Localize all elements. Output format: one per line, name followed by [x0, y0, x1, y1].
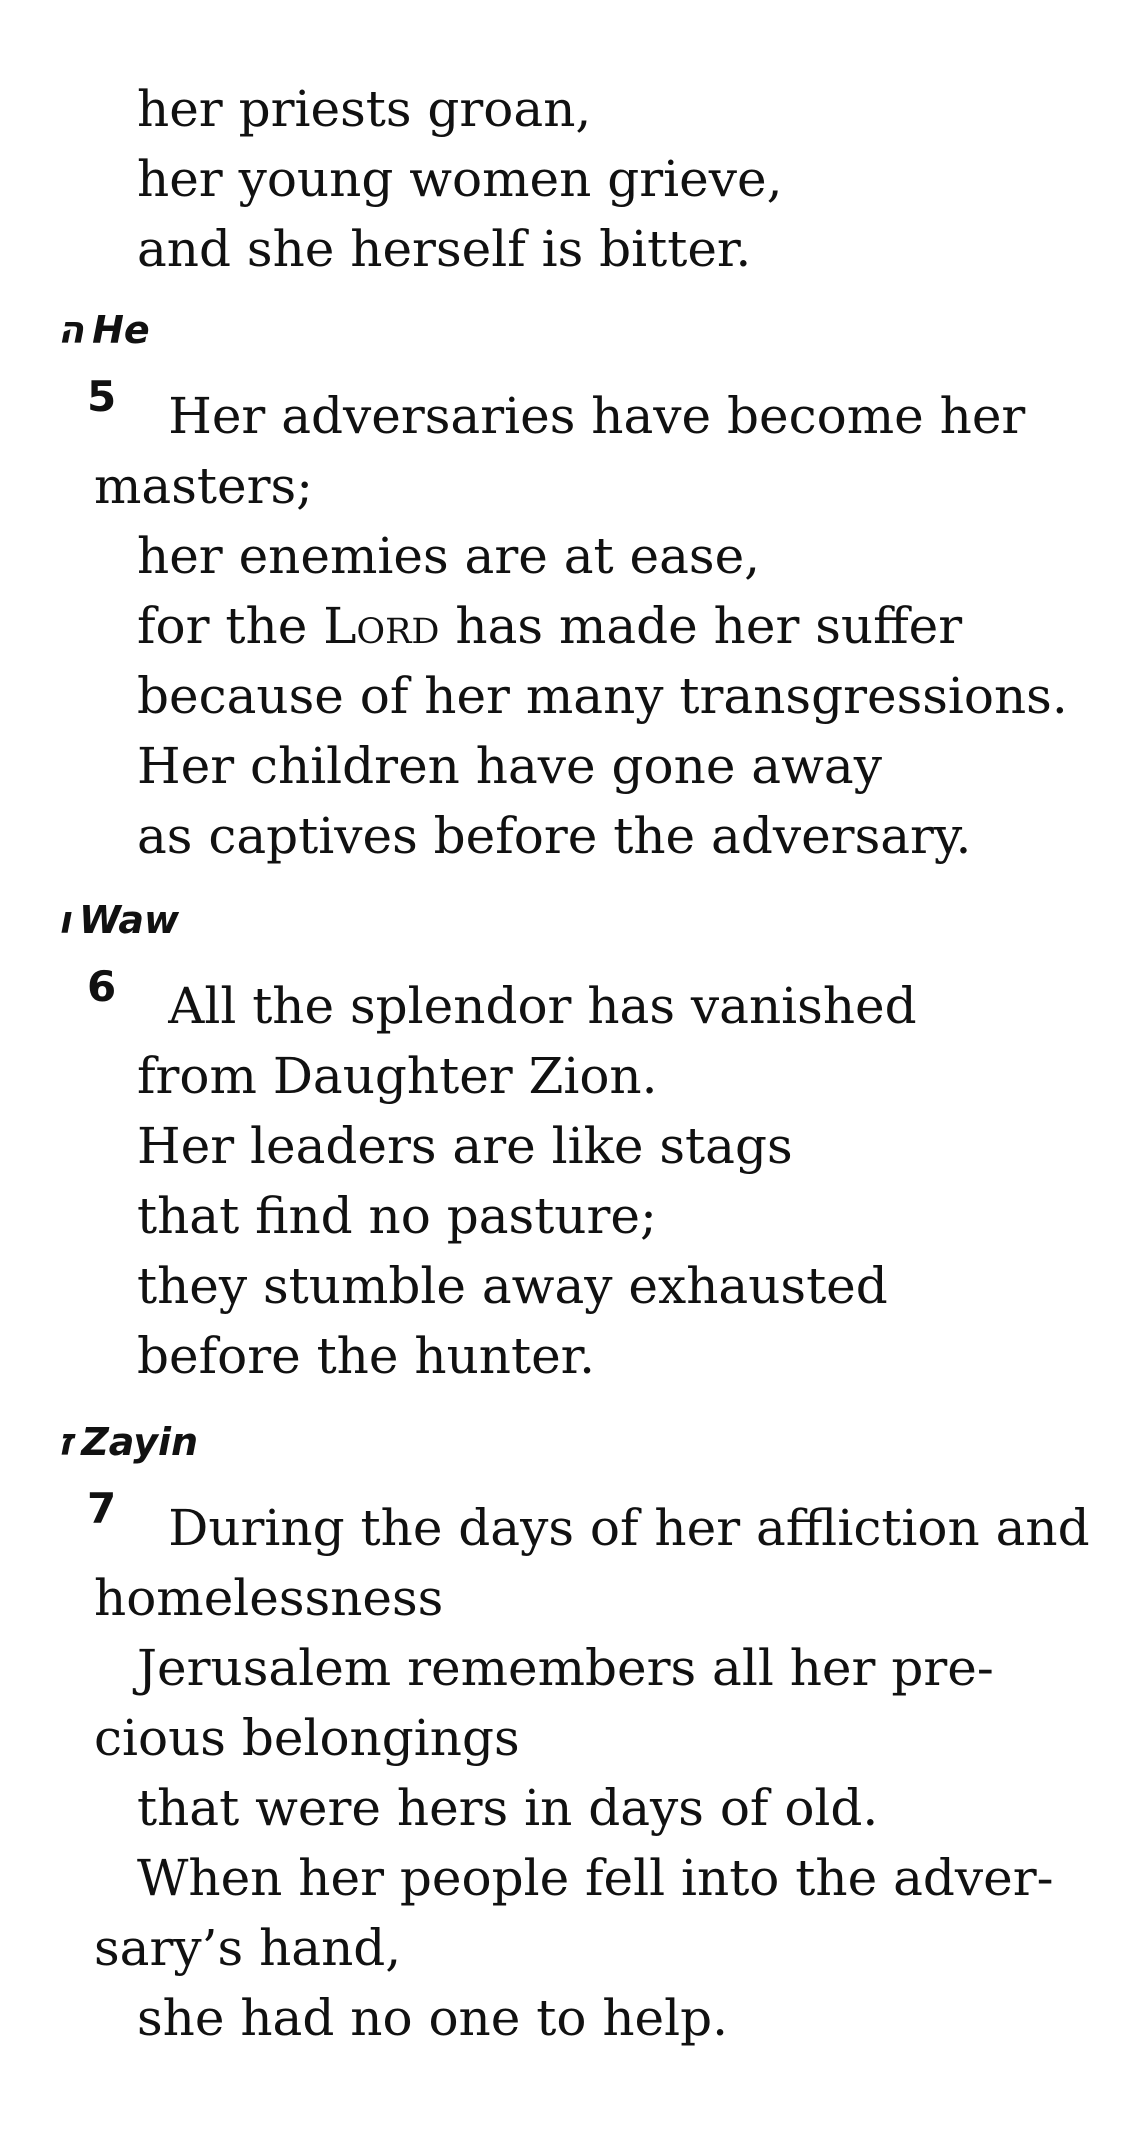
verse-number: 5 [87, 372, 117, 421]
poem-line: sary’s hand, [94, 1919, 402, 1977]
poem-line: she had no one to help. [137, 1989, 729, 2047]
poem-line: because of her many transgressions. [137, 667, 1068, 725]
poem-line: as captives before the adversary. [137, 807, 972, 865]
text-segment: for the [137, 597, 324, 655]
hebrew-letter: ה [58, 308, 85, 352]
poem-line: Her children have gone away [137, 737, 882, 795]
section-heading-he [58, 305, 150, 355]
heading-name: He [92, 308, 150, 352]
poem-line [137, 595, 962, 657]
verse-text: During the days of her affliction and [168, 1499, 1090, 1557]
verse-text: All the splendor has vanished [168, 977, 917, 1035]
poem-line: When her people fell into the adver- [137, 1849, 1054, 1907]
poem-line: homelessness [94, 1569, 444, 1627]
poem-line: masters; [94, 457, 313, 515]
verse-line [87, 372, 1026, 450]
verse-line [87, 1484, 1090, 1562]
poem-line: cious belongings [94, 1709, 520, 1767]
lord-smallcaps: Lord [323, 597, 440, 655]
poem-line: that find no pasture; [137, 1187, 657, 1245]
poem-line: her young women grieve, [137, 150, 783, 208]
verse-number: 6 [87, 962, 117, 1011]
poem-line: Jerusalem remembers all her pre- [137, 1639, 994, 1697]
verse-number: 7 [87, 1484, 117, 1533]
poem-line: from Daughter Zion. [137, 1047, 658, 1105]
text-segment: has made her suffer [439, 597, 963, 655]
poem-line: her enemies are at ease, [137, 527, 761, 585]
verse-text: Her adversaries have become her [168, 387, 1026, 445]
poem-line: Her leaders are like stags [137, 1117, 793, 1175]
poem-line: and she herself is bitter. [137, 220, 752, 278]
section-heading-zayin [58, 1417, 198, 1467]
heading-name: Waw [79, 898, 180, 942]
hebrew-letter: ז [58, 1420, 74, 1464]
poem-line: before the hunter. [137, 1327, 595, 1385]
hebrew-letter: ו [58, 898, 72, 942]
poem-line: her priests groan, [137, 80, 592, 138]
verse-line [87, 962, 917, 1040]
section-heading-waw [58, 895, 179, 945]
poem-line: that were hers in days of old. [137, 1779, 879, 1837]
heading-name: Zayin [81, 1420, 199, 1464]
poem-line: they stumble away exhausted [137, 1257, 888, 1315]
